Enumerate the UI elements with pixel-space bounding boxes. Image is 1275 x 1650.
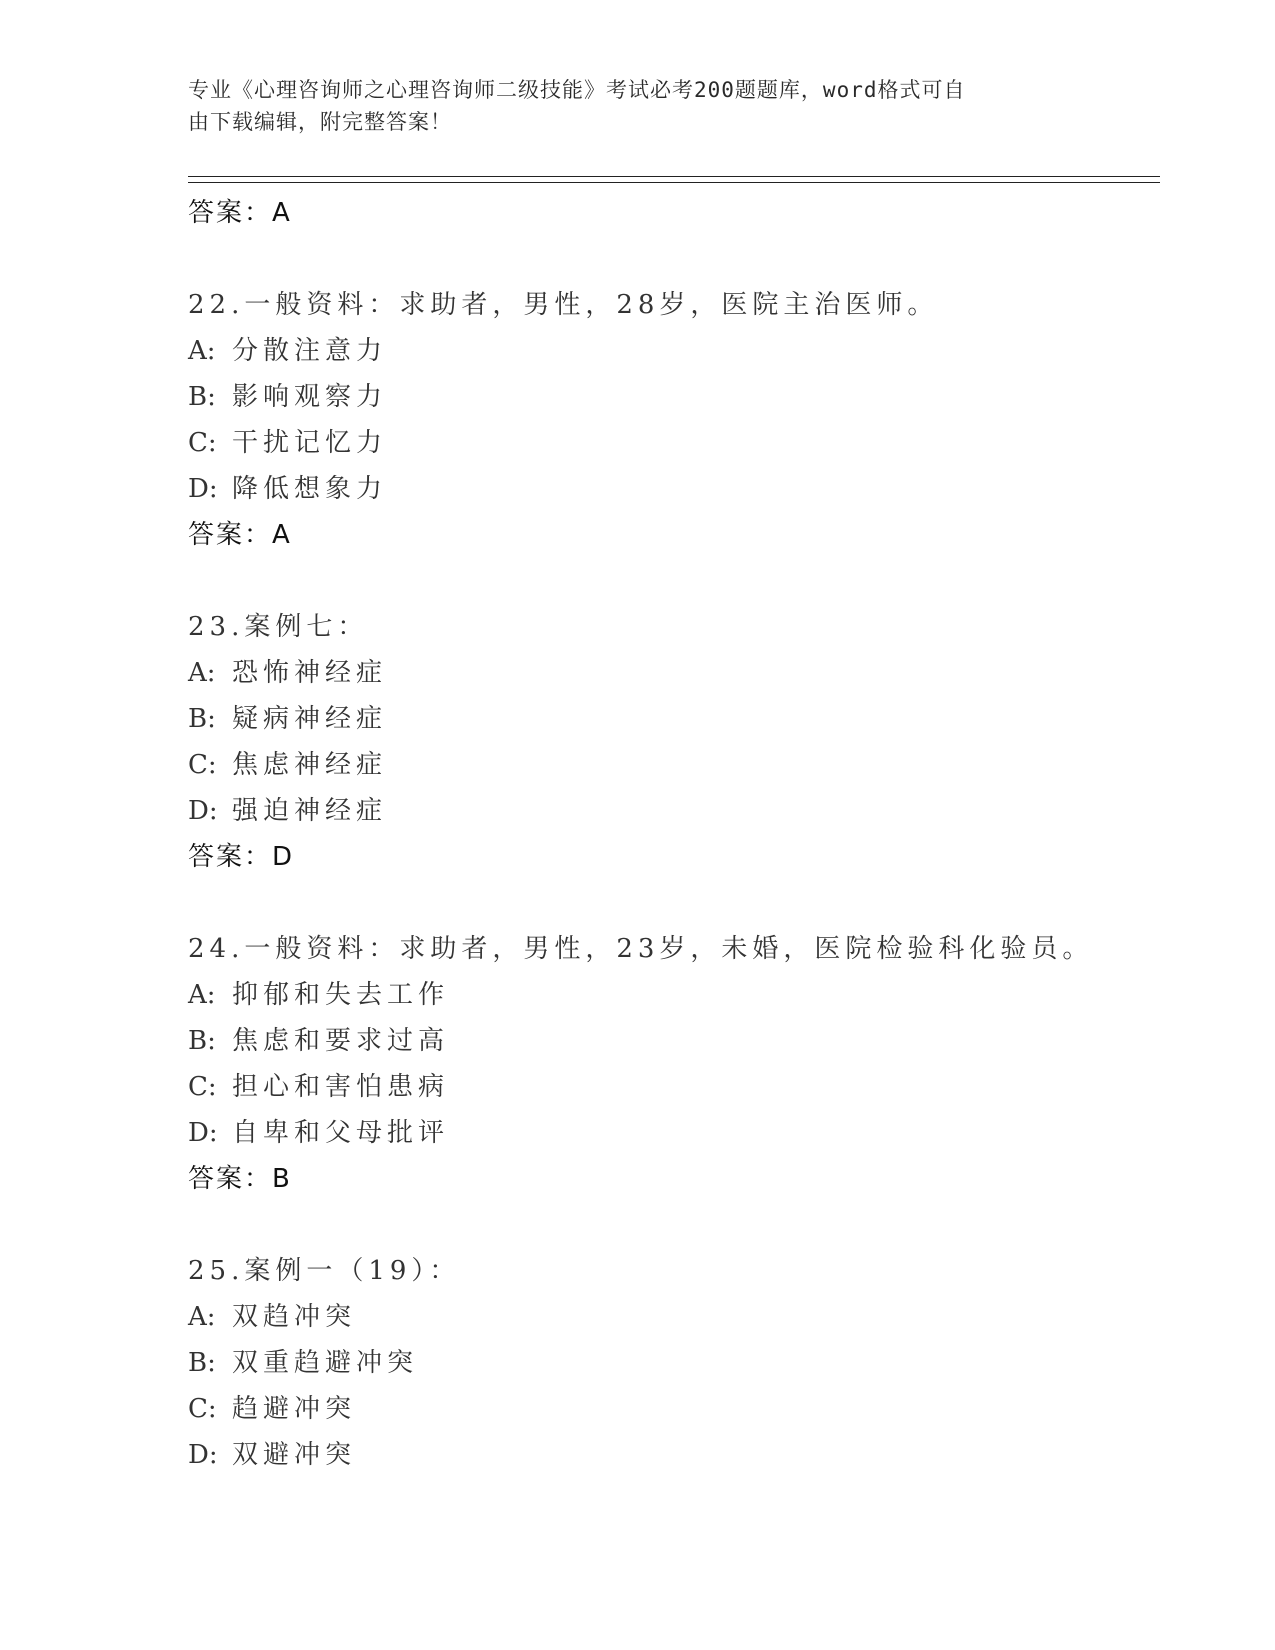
option-text: 双避冲突 (232, 1440, 357, 1470)
question-list (188, 190, 1168, 1478)
option-text: 焦虑神经症 (232, 750, 388, 780)
question-stem: 22.一般资料：求助者，男性，28岁，医院主治医师。 (188, 290, 939, 320)
option-letter: B: (188, 1348, 216, 1378)
header-divider-top (188, 176, 1160, 177)
option-text: 趋避冲突 (232, 1394, 357, 1424)
option-b (188, 1018, 1168, 1064)
answer-q22: 答案：A (188, 520, 292, 550)
option-letter: D: (188, 1118, 218, 1148)
header-line-1: 专业《心理咨询师之心理咨询师二级技能》考试必考200题题库，word格式可自 (188, 78, 966, 102)
option-a (188, 972, 1168, 1018)
question-25 (188, 1248, 1168, 1478)
document-header (188, 74, 1068, 138)
option-b (188, 1340, 1168, 1386)
option-letter: D: (188, 796, 218, 826)
option-text: 恐怖神经症 (232, 658, 388, 688)
header-line-2: 由下载编辑，附完整答案！ (188, 110, 452, 134)
option-c (188, 420, 1168, 466)
option-text: 自卑和父母批评 (232, 1118, 450, 1148)
header-divider-bottom (188, 182, 1160, 183)
answer-q21: 答案：A (188, 198, 292, 228)
answer-q23: 答案：D (188, 842, 295, 872)
option-text: 双趋冲突 (232, 1302, 357, 1332)
option-letter: D: (188, 474, 218, 504)
answer-q24: 答案：B (188, 1164, 292, 1194)
option-letter: A: (188, 980, 216, 1010)
option-c (188, 1386, 1168, 1432)
option-a (188, 328, 1168, 374)
question-22 (188, 282, 1168, 558)
option-text: 影响观察力 (232, 382, 388, 412)
option-letter: B: (188, 1026, 216, 1056)
option-letter: B: (188, 704, 216, 734)
option-text: 焦虑和要求过高 (232, 1026, 450, 1056)
option-text: 降低想象力 (232, 474, 388, 504)
option-text: 分散注意力 (232, 336, 388, 366)
option-b (188, 696, 1168, 742)
option-text: 抑郁和失去工作 (232, 980, 450, 1010)
option-text: 担心和害怕患病 (232, 1072, 450, 1102)
option-d (188, 1432, 1168, 1478)
question-stem: 24.一般资料：求助者，男性，23岁，未婚，医院检验科化验员。 (188, 934, 1094, 964)
option-text: 疑病神经症 (232, 704, 388, 734)
option-letter: C: (188, 1394, 217, 1424)
option-d (188, 466, 1168, 512)
option-letter: A: (188, 336, 216, 366)
option-letter: C: (188, 750, 217, 780)
option-text: 干扰记忆力 (232, 428, 388, 458)
option-a (188, 650, 1168, 696)
option-d (188, 788, 1168, 834)
option-d (188, 1110, 1168, 1156)
option-c (188, 742, 1168, 788)
option-b (188, 374, 1168, 420)
question-stem: 25.案例一（19）： (188, 1256, 461, 1286)
option-letter: A: (188, 1302, 216, 1332)
option-text: 双重趋避冲突 (232, 1348, 419, 1378)
option-letter: A: (188, 658, 216, 688)
question-24 (188, 926, 1168, 1202)
option-letter: B: (188, 382, 216, 412)
question-stem: 23.案例七： (188, 612, 369, 642)
option-text: 强迫神经症 (232, 796, 388, 826)
question-23 (188, 604, 1168, 880)
option-letter: D: (188, 1440, 218, 1470)
option-c (188, 1064, 1168, 1110)
option-letter: C: (188, 428, 217, 458)
option-letter: C: (188, 1072, 217, 1102)
option-a (188, 1294, 1168, 1340)
